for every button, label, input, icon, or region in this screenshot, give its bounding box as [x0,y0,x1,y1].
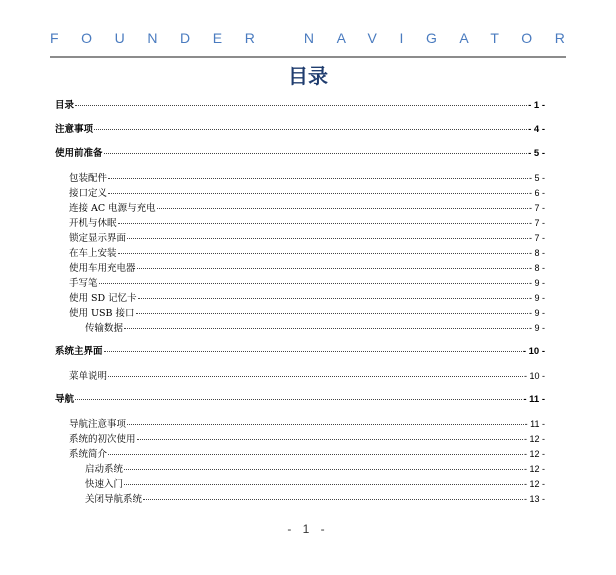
toc-entry-page: - 12 - [523,434,545,444]
dot-leader [138,298,528,299]
toc-entry-page: - 11 - [524,419,545,429]
toc-entry-first-use[interactable] [55,432,545,447]
toc-entry-label: 启动系统 [85,464,124,475]
dot-leader [143,499,523,500]
toc-entry-page: - 8 - [528,248,545,258]
toc-entry-page: - 4 - [528,124,545,135]
toc-entry-label: 注意事项 [55,124,94,135]
toc-entry-label: 使用 USB 接口 [69,308,135,319]
toc-entry-label: 系统主界面 [55,346,103,357]
toc-entry-page: - 13 - [523,494,545,504]
toc-entry-label: 使用 SD 记忆卡 [69,293,137,304]
dot-leader [118,253,528,254]
toc-entry-start-system[interactable] [55,462,545,477]
toc-entry-car-mount[interactable] [55,246,545,261]
dot-leader [75,399,522,400]
toc-entry-power-sleep[interactable] [55,216,545,231]
toc-entry-label: 开机与休眠 [69,218,117,229]
dot-leader [124,469,523,470]
toc-entry-page: - 8 - [528,263,545,273]
toc-entry-label: 目录 [55,100,75,111]
toc-entry-stylus[interactable] [55,276,545,291]
toc-entry-page: - 9 - [528,308,545,318]
toc-entry-precautions[interactable] [55,123,545,137]
toc-entry-label: 关闭导航系统 [85,494,143,505]
toc-entry-sd-card[interactable] [55,291,545,306]
page-header [50,26,588,52]
toc-entry-interfaces[interactable] [55,186,545,201]
toc-entry-page: - 9 - [528,293,545,303]
toc-entry-page: - 7 - [528,203,545,213]
toc-entry-system-intro[interactable] [55,447,545,462]
toc-entry-page: - 5 - [528,148,545,159]
toc-entry-label: 在车上安装 [69,248,117,259]
toc-heading: 目录 [288,64,328,88]
toc-entry-label: 菜单说明 [69,371,108,382]
toc-entry-page: - 9 - [528,278,545,288]
toc-entry-label: 包装配件 [69,173,108,184]
brand-title: FOUNDER NAVIGATOR [50,30,588,46]
dot-leader [124,484,523,485]
toc-entry-contents[interactable] [55,99,545,113]
toc-entry-page: - 5 - [528,173,545,183]
toc-entry-page: - 9 - [528,323,545,333]
toc-entry-page: - 6 - [528,188,545,198]
toc-entry-page: - 12 - [523,464,545,474]
toc-entry-label: 导航注意事项 [69,419,127,430]
dot-leader [108,376,523,377]
dot-leader [127,424,524,425]
toc-entry-label: 传输数据 [85,323,124,334]
dot-leader [94,129,527,130]
toc-entry-quick-start[interactable] [55,477,545,492]
dot-leader [99,283,528,284]
toc-entry-lock-screen[interactable] [55,231,545,246]
toc-entry-page: - 1 - [528,100,545,111]
toc-entry-label: 系统简介 [69,449,108,460]
toc-entry-label: 锁定显示界面 [69,233,127,244]
toc-entry-label: 手写笔 [69,278,98,289]
toc-entry-nav-precautions[interactable] [55,417,545,432]
dot-leader [157,208,528,209]
toc-entry-main-interface[interactable] [55,345,545,359]
dot-leader [127,238,528,239]
toc-entry-label: 使用车用充电器 [69,263,136,274]
toc-entry-page: - 11 - [523,394,545,405]
table-of-contents [55,99,545,507]
toc-entry-label: 导航 [55,394,75,405]
toc-entry-menu-description[interactable] [55,369,545,384]
dot-leader [108,454,523,455]
dot-leader [108,178,528,179]
toc-entry-page: - 10 - [522,346,545,357]
toc-entry-page: - 7 - [528,233,545,243]
toc-entry-ac-power[interactable] [55,201,545,216]
dot-leader [118,223,528,224]
toc-entry-page: - 10 - [523,371,545,381]
toc-entry-page: - 7 - [528,218,545,228]
toc-entry-page: - 12 - [523,479,545,489]
header-divider [50,56,566,58]
toc-entry-package[interactable] [55,171,545,186]
toc-entry-page: - 12 - [523,449,545,459]
dot-leader [137,439,523,440]
page-number: - 1 - [287,522,329,536]
toc-entry-usb[interactable] [55,306,545,321]
toc-entry-label: 系统的初次使用 [69,434,136,445]
dot-leader [137,268,528,269]
toc-entry-close-nav[interactable] [55,492,545,507]
toc-entry-label: 使用前准备 [55,148,103,159]
toc-entry-label: 连接 AC 电源与充电 [69,203,156,214]
dot-leader [124,328,528,329]
dot-leader [104,153,528,154]
dot-leader [136,313,528,314]
toc-entry-label: 接口定义 [69,188,108,199]
toc-entry-data-transfer[interactable] [55,321,545,336]
toc-entry-preparation[interactable] [55,147,545,161]
dot-leader [104,351,522,352]
dot-leader [75,105,527,106]
toc-entry-car-charger[interactable] [55,261,545,276]
dot-leader [108,193,528,194]
toc-entry-navigation[interactable] [55,393,545,407]
toc-entry-label: 快速入门 [85,479,124,490]
